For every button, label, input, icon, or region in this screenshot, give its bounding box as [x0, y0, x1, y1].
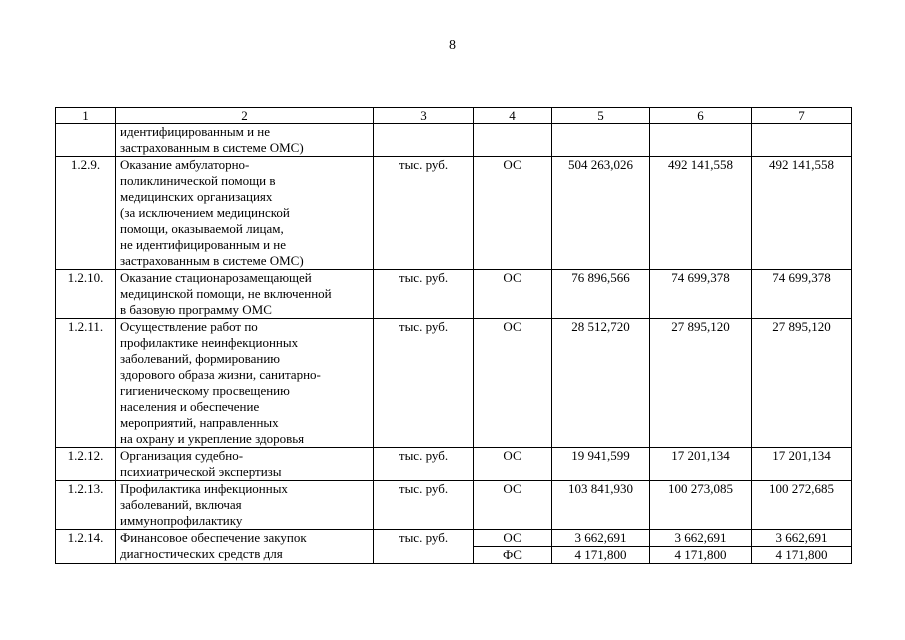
table-row	[56, 530, 852, 547]
row-unit: тыс. руб.	[374, 448, 474, 481]
row-source: ОС	[474, 270, 552, 319]
table-row	[56, 319, 852, 448]
row-unit: тыс. руб.	[374, 481, 474, 530]
page-number: 8	[449, 38, 456, 53]
row-value-7: 100 272,685	[752, 481, 852, 530]
row-source: ОС	[474, 481, 552, 530]
row-value-7: 74 699,378	[752, 270, 852, 319]
row-value-7: 27 895,120	[752, 319, 852, 448]
row-value-5: 76 896,566	[552, 270, 650, 319]
row-code: 1.2.11.	[56, 319, 116, 448]
header-col-4: 4	[474, 108, 552, 124]
row-value-6: 100 273,085	[650, 481, 752, 530]
header-col-1: 1	[56, 108, 116, 124]
row-code: 1.2.10.	[56, 270, 116, 319]
row-unit: тыс. руб.	[374, 530, 474, 564]
row-value-6: 3 662,691	[650, 530, 752, 547]
row-source: ОС	[474, 319, 552, 448]
row-source: ОС	[474, 157, 552, 270]
row-value-6: 4 171,800	[650, 547, 752, 564]
header-col-7: 7	[752, 108, 852, 124]
row-unit: тыс. руб.	[374, 270, 474, 319]
row-value-6: 17 201,134	[650, 448, 752, 481]
row-source: ОС	[474, 448, 552, 481]
header-col-6: 6	[650, 108, 752, 124]
row-value-6: 492 141,558	[650, 157, 752, 270]
row-value-5: 28 512,720	[552, 319, 650, 448]
row-value-7: 3 662,691	[752, 530, 852, 547]
budget-table	[55, 107, 852, 564]
row-name: идентифицированным и не застрахованным в системе ОМС)	[116, 124, 374, 157]
row-code: 1.2.14.	[56, 530, 116, 564]
row-name: Профилактика инфекционных заболеваний, включая иммунопрофилактику	[116, 481, 374, 530]
row-value-5: 504 263,026	[552, 157, 650, 270]
row-code: 1.2.12.	[56, 448, 116, 481]
header-col-2: 2	[116, 108, 374, 124]
row-name: Оказание стационарозамещающей медицинской помощи, не включенной в базовую программу ОМС	[116, 270, 374, 319]
row-source: ОС	[474, 530, 552, 547]
row-name: Оказание амбулаторно- поликлинической помощи в медицинских организациях (за исключением медицинской помощи, оказываемой лицам, не идентифицированным и не застрахованным в системе ОМС)	[116, 157, 374, 270]
row-name: Осуществление работ по профилактике неинфекционных заболеваний, формированию здорового образа жизни, санитарно- гигиеническому просвещению населения и обеспечение мероприятий, направленных на охрану и укрепление здоровья	[116, 319, 374, 448]
row-code: 1.2.13.	[56, 481, 116, 530]
row-unit: тыс. руб.	[374, 319, 474, 448]
row-name: Организация судебно- психиатрической экспертизы	[116, 448, 374, 481]
table-row	[56, 270, 852, 319]
row-value-5: 3 662,691	[552, 530, 650, 547]
row-value-5: 103 841,930	[552, 481, 650, 530]
row-source: ФС	[474, 547, 552, 564]
row-value-7: 492 141,558	[752, 157, 852, 270]
header-row	[56, 108, 852, 124]
row-code: 1.2.9.	[56, 157, 116, 270]
row-value-7: 17 201,134	[752, 448, 852, 481]
row-name: Финансовое обеспечение закупок диагностических средств для	[116, 530, 374, 564]
row-value-6: 27 895,120	[650, 319, 752, 448]
row-value-5: 19 941,599	[552, 448, 650, 481]
row-value-7: 4 171,800	[752, 547, 852, 564]
table-row	[56, 481, 852, 530]
row-unit: тыс. руб.	[374, 157, 474, 270]
header-col-3: 3	[374, 108, 474, 124]
table-row	[56, 157, 852, 270]
row-value-6: 74 699,378	[650, 270, 752, 319]
table-row	[56, 124, 852, 157]
table-row	[56, 448, 852, 481]
header-col-5: 5	[552, 108, 650, 124]
row-value-5: 4 171,800	[552, 547, 650, 564]
